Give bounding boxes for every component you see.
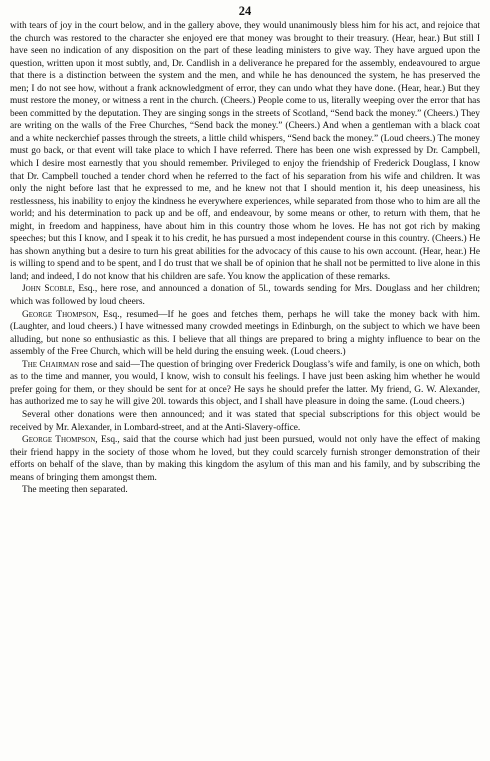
body-text xyxy=(10,20,480,497)
paragraph-george-thompson-resumed xyxy=(10,309,480,359)
page-number: 24 xyxy=(238,4,252,18)
paragraph-meeting-separated xyxy=(10,484,480,497)
paragraph-george-thompson-closing xyxy=(10,434,480,484)
paragraph-text: , Esq., resumed—If he goes and fetches them, perhaps he will take the money back with him. (Laughter, and loud cheers.) I have witnessed many crowded meetings in Edinburgh, on the subject to which we have been alluding, but none so enthusiastic as this. I believe that all things are prepared to bring a mighty influence to bear on the assembly of the Free Church, which will be held during the ensuing week. (Loud cheers.) xyxy=(10,309,480,358)
paragraph-text: The meeting then separated. xyxy=(22,485,128,496)
speaker-name: George Thompson xyxy=(22,309,97,320)
paragraph-text: rose and said—The question of bringing over Frederick Douglass’s wife and family, is one on which, both as to the time and manner, you would, I know, wish to consult his feelings. I have just been asking him whether he would prefer going for them, or they should be sent for at once? He says he should prefer the latter. My friend, G. W. Alexander, has authorized me to say he will give 20l. towards this object, and I shall have pleasure in doing the same. (Loud cheers.) xyxy=(10,359,480,408)
speaker-name: The Chairman xyxy=(22,359,80,370)
speaker-name: John Scoble xyxy=(22,284,73,295)
paragraph-donations xyxy=(10,409,480,434)
paragraph-chairman xyxy=(10,359,480,409)
paragraph-text: , Esq., here rose, and announced a donation of 5l., towards sending for Mrs. Douglass and her children; which was followed by loud cheers. xyxy=(10,284,480,308)
paragraph-john-scoble xyxy=(10,283,480,308)
paragraph-text: with tears of joy in the court below, and in the gallery above, they would unanimously bless him for his act, and rejoice that the church was restored to the character she enjoyed ere that money was brought to their treasury. (Hear, hear.) But still I have seen no indication of any disposition on the part of these leading ministers to give way. They have argued upon the question, written upon it most subtly, and, Dr. Candlish in a deliverance he prepared for the assembly, endeavoured to argue that there is a distinction between the system and the men, and while he has denounced the system, he has preserved the men; I do not see how, without a frank acknowledgment of error, they can undo what they have done. (Hear, hear.) But they must restore the money, or witness a rent in the church. (Cheers.) People come to us, literally weeping over the error that has been committed by the deputation. They are singing songs in the streets of Scotland, “Send back the money.” (Cheers.) They are writing on the walls of the Free Churches, “Send back the money.” (Cheers.) And when a gentleman with a black coat and a white neckerchief passes through the streets, a little child whispers, “Send back the money.” (Loud cheers.) The money must go back, or that event will take place to which I have referred. There has been one wish expressed by Dr. Campbell, which I desire most earnestly that you should remember. Privileged to enjoy the friendship of Frederick Douglass, I know that Dr. Campbell touched a tender chord when he referred to the fact of his separation from his wife and children. It was only the night before last that he expressed to me, and he knew not that I should mention it, his deep uneasiness, his restlessness, his inability to enjoy the kindness he everywhere experiences, while separated from those who to him are all the world; and his determination to pack up and be off, and endeavour, by some means or other, to return with them, that he might, in freedom and happiness, have about him in this country those whom he loves. He has not got rich by making speeches; but this I know, and I speak it to his credit, he has pursued a most independent course in this country. (Cheers.) He has shown anything but a desire to turn his great abilities for the advocacy of this cause to his own account. (Hear, hear.) He is willing to spend and to be spent, and I do trust that we shall be of opinion that he shall not be permitted to live alone in this land; and indeed, I do not know that his children are safe. You know the application of these remarks. xyxy=(10,21,480,282)
paragraph-speech-continuation xyxy=(10,20,480,283)
paragraph-text: , Esq., said that the course which had just been pursued, would not only have the effect of making their friend happy in the society of those whom he loved, but they could scarcely furnish stronger demonstration of their efforts on behalf of the slave, than by making this kingdom the asylum of this man and his family, and by subscribing the means of bringing them amongst them. xyxy=(10,435,481,483)
speaker-name: George Thompson xyxy=(22,435,96,446)
paragraph-text: Several other donations were then announced; and it was stated that special subscriptions for this object would be received by Mr. Alexander, in Lombard-street, and at the Anti-Slavery-office. xyxy=(10,409,480,433)
